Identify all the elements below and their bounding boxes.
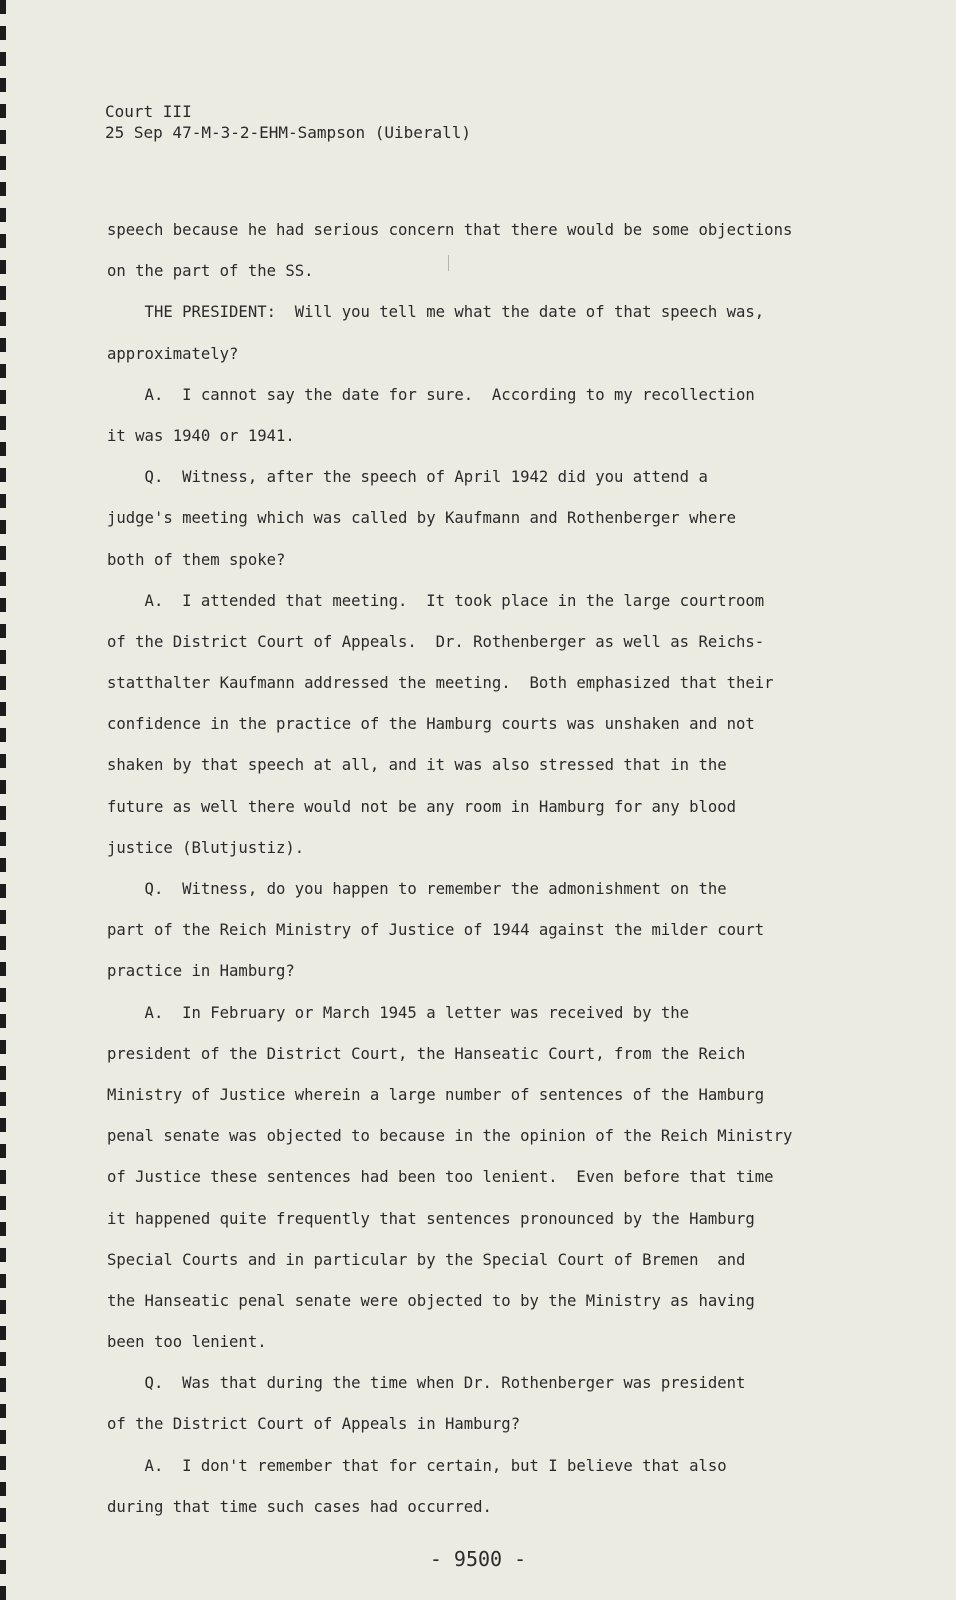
transcript-line: justice (Blutjustiz).	[107, 838, 305, 857]
session-reference: 25 Sep 47-M-3-2-EHM-Sampson (Uiberall)	[105, 123, 472, 142]
transcript-line: approximately?	[107, 344, 239, 363]
transcript-line: it was 1940 or 1941.	[107, 426, 295, 445]
transcript-line: Q. Witness, do you happen to remember the admonishment on the	[107, 880, 727, 898]
transcript-line: confidence in the practice of the Hamburg courts was unshaken and not	[107, 715, 755, 734]
transcript-line: speech because he had serious concern that there would be some objections	[107, 221, 793, 239]
transcript-line: part of the Reich Ministry of Justice of 1944 against the milder court	[107, 921, 765, 940]
transcript-line: during that time such cases had occurred.	[107, 1497, 492, 1516]
transcript-line: of Justice these sentences had been too lenient. Even before that time	[107, 1168, 774, 1187]
transcript-line: future as well there would not be any room in Hamburg for any blood	[107, 797, 737, 816]
transcript-line: the Hanseatic penal senate were objected to by the Ministry as having	[107, 1291, 755, 1310]
transcript-line: Ministry of Justice wherein a large number of sentences of the Hamburg	[107, 1085, 765, 1104]
transcript-body	[107, 217, 867, 1535]
transcript-line: of the District Court of Appeals in Hamburg?	[107, 1415, 521, 1434]
transcript-line: of the District Court of Appeals. Dr. Rothenberger as well as Reichs-	[107, 632, 765, 651]
binding-holes	[0, 0, 6, 1600]
transcript-line: president of the District Court, the Hanseatic Court, from the Reich	[107, 1044, 746, 1063]
transcript-line: A. I attended that meeting. It took place in the large courtroom	[107, 591, 765, 610]
transcript-line: A. I cannot say the date for sure. According to my recollection	[107, 385, 755, 404]
transcript-line: judge's meeting which was called by Kaufmann and Rothenberger where	[107, 509, 737, 528]
court-label: Court III	[105, 102, 192, 121]
document-header	[105, 101, 471, 143]
page-number: - 9500 -	[429, 1547, 527, 1571]
transcript-line: Special Courts and in particular by the Special Court of Bremen and	[107, 1250, 746, 1269]
transcript-line: statthalter Kaufmann addressed the meeting. Both emphasized that their	[107, 674, 774, 693]
transcript-line: A. I don't remember that for certain, but I believe that also	[107, 1456, 727, 1475]
transcript-line: Q. Witness, after the speech of April 1942 did you attend a	[107, 468, 708, 487]
transcript-line: on the part of the SS.	[107, 262, 314, 281]
transcript-line: THE PRESIDENT: Will you tell me what the date of that speech was,	[107, 303, 765, 322]
transcript-line: penal senate was objected to because in the opinion of the Reich Ministry	[107, 1127, 793, 1146]
transcript-line: A. In February or March 1945 a letter was received by the	[107, 1003, 690, 1022]
transcript-line: been too lenient.	[107, 1333, 267, 1352]
transcript-line: it happened quite frequently that sentences pronounced by the Hamburg	[107, 1209, 755, 1228]
transcript-line: both of them spoke?	[107, 550, 286, 569]
transcript-line: shaken by that speech at all, and it was also stressed that in the	[107, 756, 727, 775]
transcript-line: practice in Hamburg?	[107, 962, 295, 981]
transcript-line: Q. Was that during the time when Dr. Rothenberger was president	[107, 1374, 746, 1393]
